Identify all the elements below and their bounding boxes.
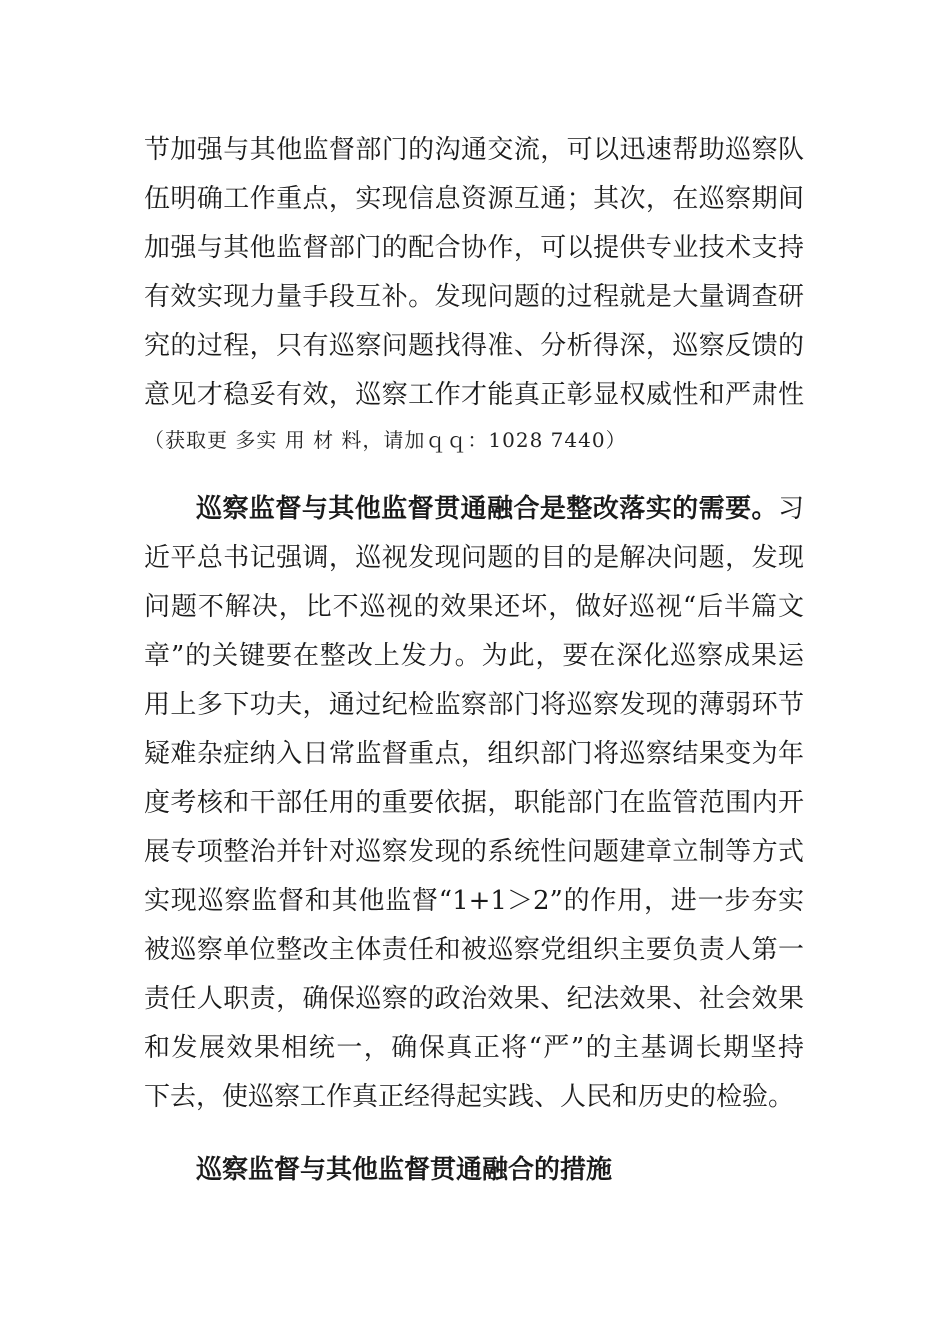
paragraph-heading-line [196, 494, 804, 524]
paragraph-text: 习 [777, 494, 804, 524]
bold-lead-sentence: 巡察监督与其他监督贯通融合是整改落实的需要。 [196, 494, 778, 524]
paragraph-line: 度考核和干部任用的重要依据，职能部门在监管范围内开 [144, 788, 804, 818]
contact-note: （获取更 多实 用 材 料，请加ｑｑ：1028 7440） [144, 428, 627, 452]
paragraph-line: 近平总书记强调，巡视发现问题的目的是解决问题，发现 [144, 543, 804, 573]
paragraph-line: 意见才稳妥有效，巡察工作才能真正彰显权威性和严肃性 [144, 380, 804, 410]
paragraph-line: 问题不解决，比不巡视的效果还坏，做好巡视“后半篇文 [144, 592, 804, 622]
section-heading: 巡察监督与其他监督贯通融合的措施 [196, 1155, 613, 1185]
paragraph-line: 用上多下功夫，通过纪检监察部门将巡察发现的薄弱环节 [144, 690, 804, 720]
paragraph-line: 展专项整治并针对巡察发现的系统性问题建章立制等方式 [144, 837, 804, 867]
paragraph-line: 章”的关键要在整改上发力。为此，要在深化巡察成果运 [144, 641, 804, 671]
paragraph-line: 实现巡察监督和其他监督“1+1＞2”的作用，进一步夯实 [144, 886, 804, 916]
paragraph-line: 有效实现力量手段互补。发现问题的过程就是大量调查研 [144, 282, 804, 312]
paragraph-line: 伍明确工作重点，实现信息资源互通；其次，在巡察期间 [144, 184, 804, 214]
paragraph-line: 加强与其他监督部门的配合协作，可以提供专业技术支持 [144, 233, 804, 263]
paragraph-line: 下去，使巡察工作真正经得起实践、人民和历史的检验。 [144, 1082, 795, 1112]
paragraph-line: 和发展效果相统一，确保真正将“严”的主基调长期坚持 [144, 1033, 804, 1063]
paragraph-line: 被巡察单位整改主体责任和被巡察党组织主要负责人第一 [144, 935, 804, 965]
paragraph-line: 节加强与其他监督部门的沟通交流，可以迅速帮助巡察队 [144, 135, 804, 165]
paragraph-line: 责任人职责，确保巡察的政治效果、纪法效果、社会效果 [144, 984, 804, 1014]
paragraph-line: 究的过程，只有巡察问题找得准、分析得深，巡察反馈的 [144, 331, 804, 361]
paragraph-line: 疑难杂症纳入日常监督重点，组织部门将巡察结果变为年 [144, 739, 804, 769]
